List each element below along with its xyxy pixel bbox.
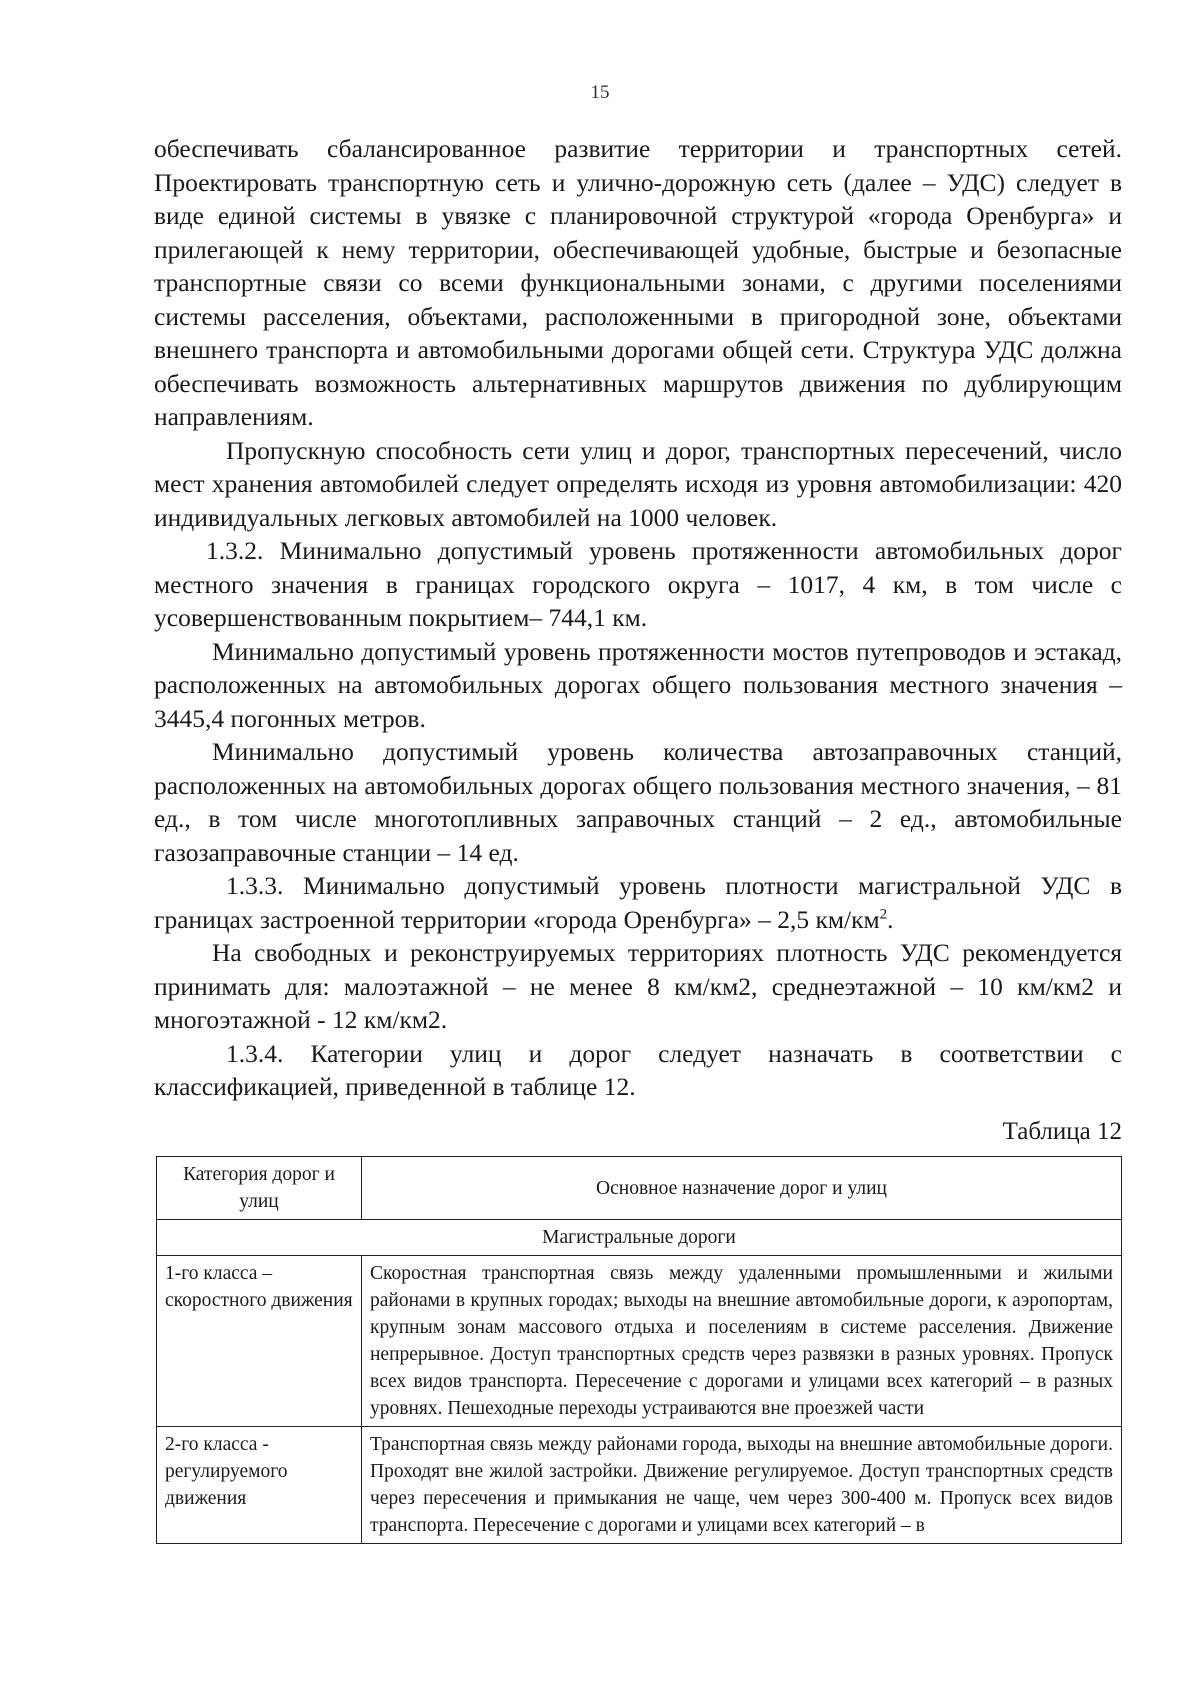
road-category-table [156, 1156, 1122, 1544]
table-cell-description: Скоростная транспортная связь между удаленными промышленными и жилыми районами в крупных городах; выходы на внешние автомобильные дороги, к аэропортам, крупным зонам массового отдыха и поселениям в системе расселения. Движение непрерывное. Доступ транспортных средств через развязки в разных уровнях. Пропуск всех видов транспорта. Пересечение с дорогами и улицами всех категорий – в разных уровнях. Пешеходные переходы устраиваются вне проезжей части [362, 1256, 1122, 1427]
table-header-category: Категория дорог и улиц [157, 1157, 362, 1220]
paragraph-8: 1.3.4. Категории улиц и дорог следует назначать в соответствии с классификацией, приведенной в таблице 12. [154, 1038, 1122, 1101]
table-row [157, 1427, 1122, 1544]
table-cell-category: 1-го класса – скоростного движения [157, 1256, 362, 1427]
table-cell-category: 2-го класса - регулируемого движения [157, 1427, 362, 1544]
table-section-title: Магистральные дороги [157, 1220, 1122, 1256]
table-section-row [157, 1220, 1122, 1256]
paragraph-5: Минимально допустимый уровень количества автозаправочных станций, расположенных на автомобильных дорогах общего пользования местного значения, – 81 ед., в том числе многотопливных заправочных станций – 2 ед., автомобильные газозаправочные станции – 14 ед. [154, 737, 1122, 867]
table-caption: Таблица 12 [1002, 1118, 1122, 1145]
paragraph-7: На свободных и реконструируемых территориях плотность УДС рекомендуется принимать для: малоэтажной – не менее 8 км/км2, среднеэтажной – 10 км/км2 и многоэтажной - 12 км/км2. [154, 938, 1122, 1034]
table-row [157, 1256, 1122, 1427]
paragraph-1: обеспечивать сбалансированное развитие территории и транспортных сетей. Проектировать транспортную сеть и улично-дорожную сеть (далее – УДС) следует в виде единой системы в увязке с планировочной структурой «города Оренбурга» и прилегающей к нему территории, обеспечивающей удобные, быстрые и безопасные транспортные связи со всеми функциональными зонами, с другими поселениями системы расселения, объектами, расположенными в пригородной зоне, объектами внешнего транспорта и автомобильными дорогами общей сети. Структура УДС должна обеспечивать возможность альтернативных маршрутов движения по дублирующим направлениям. [154, 134, 1122, 431]
document-body [154, 132, 1122, 1104]
page-number: 15 [590, 82, 610, 103]
table-header-row [157, 1157, 1122, 1220]
paragraph-2: Пропускную способность сети улиц и дорог, транспортных пересечений, число мест хранения автомобилей следует определять исходя из уровня автомобилизации: 420 индивидуальных легковых автомобилей на 1000 человек. [154, 435, 1122, 532]
paragraph-3: 1.3.2. Минимально допустимый уровень протяженности автомобильных дорог местного значения в границах городского округа – 1017, 4 км, в том числе с усовершенствованным покрытием– 744,1 км. [154, 536, 1122, 632]
table-cell-description: Транспортная связь между районами города, выходы на внешние автомобильные дороги. Проходят вне жилой застройки. Движение регулируемое. Доступ транспортных средств через пересечения и примыкания не чаще, чем через 300-400 м. Пропуск всех видов транспорта. Пересечение с дорогами и улицами всех категорий – в [362, 1427, 1122, 1544]
paragraph-4: Минимально допустимый уровень протяженности мостов путепроводов и эстакад, расположенных на автомобильных дорогах общего пользования местного значения – 3445,4 погонных метров. [154, 636, 1122, 733]
table-header-purpose: Основное назначение дорог и улиц [362, 1157, 1122, 1220]
paragraph-6 [154, 869, 1122, 936]
paragraph-6-end: . [887, 904, 894, 934]
paragraph-6-text: 1.3.3. Минимально допустимый уровень плотности магистральной УДС в границах застроенной территории «города Оренбурга» – 2,5 км/км [154, 871, 1122, 934]
superscript: 2 [879, 906, 888, 922]
